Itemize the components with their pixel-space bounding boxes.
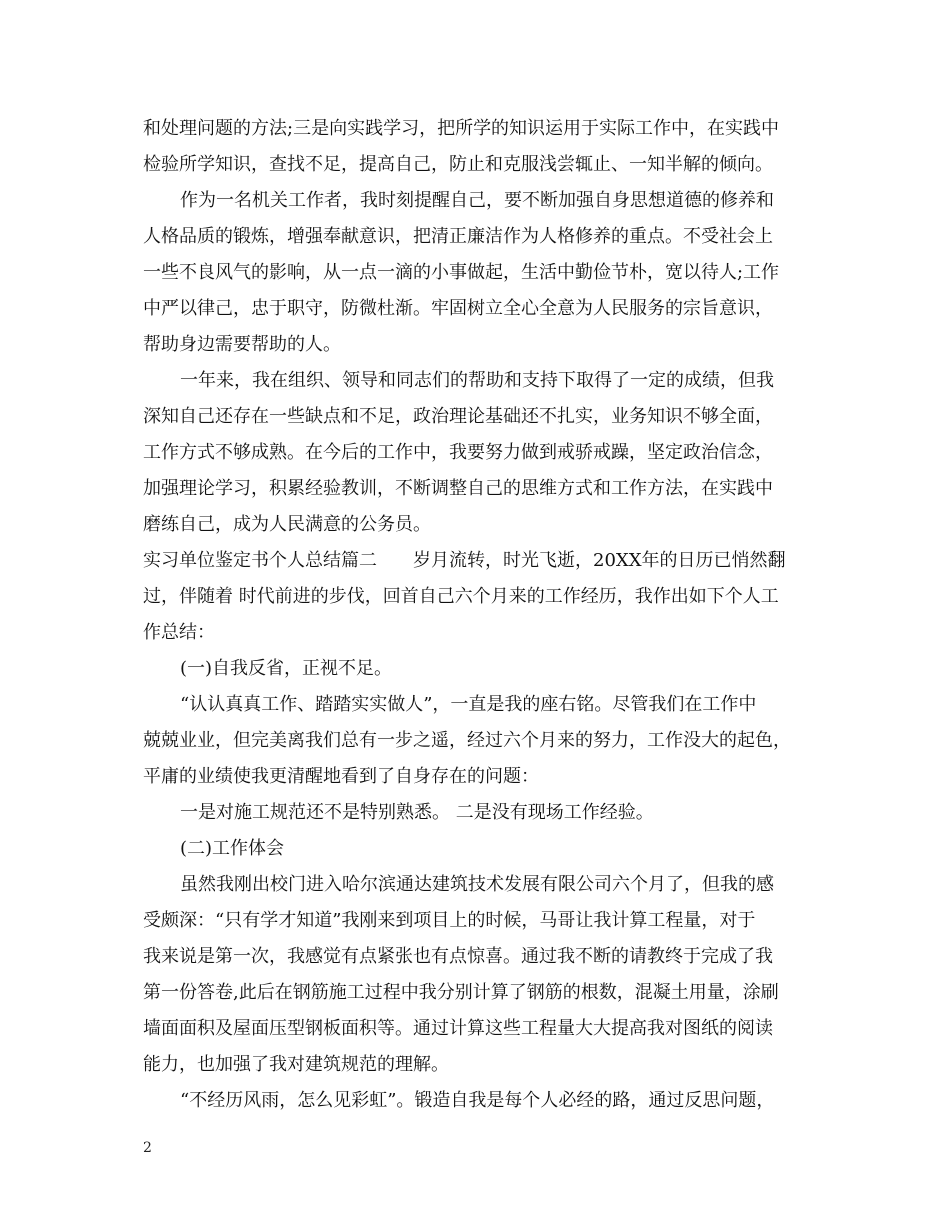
text-line: 和处理问题的方法;三是向实践学习，把所学的知识运用于实际工作中，在实践中 — [143, 118, 780, 139]
text-line: 人格品质的锻炼，增强奉献意识，把清正廉洁作为人格修养的重点。不受社会上 — [143, 226, 773, 247]
paragraph-start: 虽然我刚出校门进入哈尔滨通达建筑技术发展有限公司六个月了，但我的感 — [180, 874, 774, 895]
paragraph-start: “不经历风雨，怎么见彩虹”。锻造自我是每个人必经的路，通过反思问题， — [180, 1090, 775, 1111]
text-line: 兢兢业业，但完美离我们总有一步之遥，经过六个月来的努力，工作没大的起色， — [143, 730, 791, 751]
text-line: 深知自己还存在一些缺点和不足，政治理论基础还不扎实，业务知识不够全面， — [143, 406, 773, 427]
text-line: 平庸的业绩使我更清醒地看到了自身存在的问题： — [143, 766, 539, 787]
text-line: 帮助身边需要帮助的人。 — [143, 334, 341, 355]
text-line: 加强理论学习，积累经验教训，不断调整自己的思维方式和工作方法，在实践中 — [143, 478, 773, 499]
paragraph-start: “认认真真工作、踏踏实实做人”，一直是我的座右铭。尽管我们在工作中 — [180, 694, 757, 715]
text-line: 中严以律己，忠于职守，防微杜渐。牢固树立全心全意为人民服务的宗旨意识， — [143, 298, 773, 319]
text-line: 检验所学知识，查找不足，提高自己，防止和克服浅尝辄止、一知半解的倾向。 — [143, 154, 773, 175]
text-line: 工作方式不够成熟。在今后的工作中，我要努力做到戒骄戒躁，坚定政治信念， — [143, 442, 773, 463]
paragraph-start: 一年来，我在组织、领导和同志们的帮助和支持下取得了一定的成绩，但我 — [180, 370, 774, 391]
section-title-line: 实习单位鉴定书个人总结篇二 岁月流转，时光飞逝，20XX年的日历已悄然翻 — [143, 550, 786, 571]
subheading: (二)工作体会 — [180, 838, 285, 859]
text-line: 过，伴随着 时代前进的步伐，回首自己六个月来的工作经历，我作出如下个人工 — [143, 586, 779, 607]
text-line: 磨练自己，成为人民满意的公务员。 — [143, 514, 431, 535]
text-line: 第一份答卷,此后在钢筋施工过程中我分别计算了钢筋的根数，混凝土用量，涂刷 — [143, 982, 779, 1003]
text-line: 我来说是第一次，我感觉有点紧张也有点惊喜。通过我不断的请教终于完成了我 — [143, 946, 773, 967]
page-number: 2 — [143, 1140, 152, 1156]
paragraph-start: 作为一名机关工作者，我时刻提醒自己，要不断加强自身思想道德的修养和 — [180, 190, 774, 211]
subheading: (一)自我反省，正视不足。 — [180, 658, 393, 679]
text-line: 一些不良风气的影响，从一点一滴的小事做起，生活中勤俭节朴，宽以待人;工作 — [143, 262, 780, 283]
paragraph-start: 一是对施工规范还不是特别熟悉。 二是没有现场工作经验。 — [180, 802, 654, 823]
text-line: 能力，也加强了我对建筑规范的理解。 — [143, 1054, 449, 1075]
text-line: 受颇深：“只有学才知道”我刚来到项目上的时候，马哥让我计算工程量，对于 — [143, 910, 756, 931]
text-line: 作总结： — [143, 622, 215, 643]
text-line: 墙面面积及屋面压型钢板面积等。通过计算这些工程量大大提高我对图纸的阅读 — [143, 1018, 773, 1039]
